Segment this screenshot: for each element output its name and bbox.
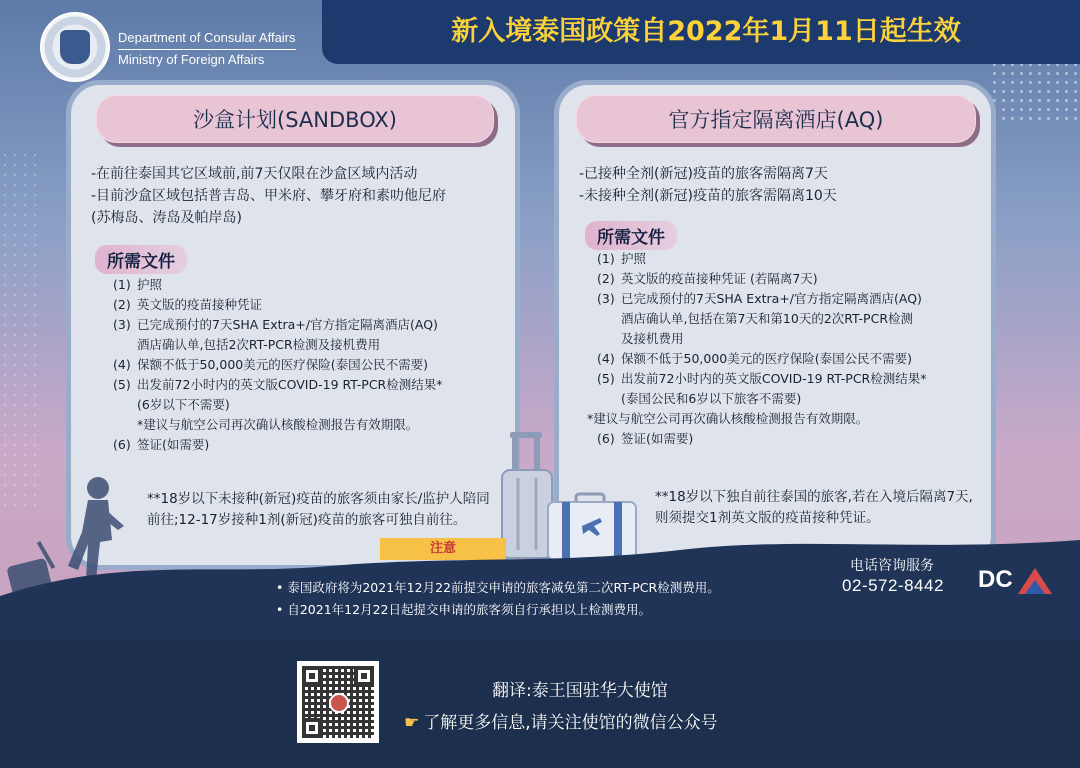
- list-item: [113, 335, 513, 355]
- intro-line: -在前往泰国其它区域前,前7天仅限在沙盒区域内活动: [91, 166, 418, 182]
- follow-wechat-text: [404, 708, 718, 733]
- minor-travel-note: **18岁以下未接种(新冠)疫苗的旅客须由家长/监护人陪同前往;12-17岁接种1剂(新冠)疫苗的旅客可独自前往。: [147, 491, 490, 528]
- ministry-seal-logo: [40, 12, 110, 82]
- sandbox-intro: [91, 163, 446, 229]
- aq-heading-text: 官方指定隔离酒店(AQ): [668, 108, 884, 132]
- list-item: [113, 295, 513, 315]
- intro-line: -目前沙盒区域包括普吉岛、甲米府、攀牙府和素叻他尼府: [91, 188, 447, 204]
- footer-band: [0, 640, 1080, 768]
- item-text: 保额不低于50,000美元的医疗保险(泰国公民不需要): [621, 351, 912, 366]
- decor-dots: [990, 60, 1080, 120]
- item-num: (4): [597, 351, 615, 366]
- item-text: 已完成预付的7天SHA Extra+/官方指定隔离酒店(AQ): [621, 291, 922, 306]
- intro-line: -未接种全剂(新冠)疫苗的旅客需隔离10天: [579, 188, 837, 204]
- airline-note: *建议与航空公司再次确认核酸检测报告有效期限。: [587, 411, 869, 426]
- list-item: [597, 389, 991, 409]
- list-item: [597, 369, 991, 389]
- item-text: 英文版的疫苗接种凭证: [137, 297, 263, 312]
- item-text: 出发前72小时内的英文版COVID-19 RT-PCR检测结果*: [137, 377, 443, 392]
- sandbox-heading: [96, 95, 494, 143]
- item-text: 酒店确认单,包括在第7天和第10天的2次RT-PCR检测: [621, 311, 914, 326]
- title-bar: [322, 0, 1080, 64]
- translation-credit: 翻译:泰王国驻华大使馆: [492, 681, 668, 701]
- dc-logo-text: DC: [978, 566, 1013, 593]
- attention-label: 注意: [380, 538, 506, 560]
- item-num: [597, 309, 621, 329]
- list-item: [597, 249, 991, 269]
- item-num: (5): [113, 377, 131, 392]
- item-num: (1): [113, 277, 131, 292]
- decor-dots-left: [0, 150, 40, 510]
- item-text: 出发前72小时内的英文版COVID-19 RT-PCR检测结果*: [621, 371, 927, 386]
- item-num: (2): [597, 271, 615, 286]
- item-num: (4): [113, 357, 131, 372]
- list-item: [597, 429, 991, 449]
- item-text: 护照: [621, 251, 647, 266]
- list-item: [113, 395, 513, 415]
- item-text: 英文版的疫苗接种凭证 (若隔离7天): [621, 271, 818, 286]
- item-text: 酒店确认单,包括2次RT-PCR检测及接机费用: [137, 337, 381, 352]
- hotline-label: 电话咨询服务: [850, 558, 934, 574]
- list-item: [113, 375, 513, 395]
- dept-line1: Department of Consular Affairs: [118, 28, 296, 50]
- item-num: (5): [597, 371, 615, 386]
- aq-intro: [579, 163, 837, 207]
- list-item: [597, 289, 991, 309]
- qr-pattern: [302, 666, 374, 738]
- list-item: [113, 435, 513, 455]
- intro-line: -已接种全剂(新冠)疫苗的旅客需隔离7天: [579, 166, 828, 182]
- item-text: 及接机费用: [621, 331, 684, 346]
- sandbox-heading-text: 沙盒计划(SANDBOX): [193, 108, 397, 132]
- aq-heading: [576, 95, 976, 143]
- notice-line: • 泰国政府将为2021年12月22前提交申请的旅客减免第二次RT-PCR检测费用。: [276, 580, 720, 595]
- item-text: 签证(如需要): [621, 431, 694, 446]
- required-docs-title: 所需文件: [585, 221, 677, 250]
- hotline-number: 02-572-8442: [842, 576, 944, 595]
- department-name: [118, 28, 296, 69]
- dc-logo-icon-inner: [1025, 580, 1045, 594]
- intro-line: (苏梅岛、涛岛及帕岸岛): [91, 210, 242, 226]
- page-title: 新入境泰国政策自2022年1月11日起生效: [451, 16, 961, 47]
- qr-emblem-icon: [329, 693, 349, 713]
- required-docs-list: [113, 275, 513, 455]
- required-docs-title: 所需文件: [95, 245, 187, 274]
- item-num: [113, 335, 137, 355]
- item-text: (6岁以下不需要): [137, 397, 230, 412]
- list-item: [113, 275, 513, 295]
- item-text: 签证(如需要): [137, 437, 210, 452]
- item-num: (6): [597, 431, 615, 446]
- list-item: [597, 349, 991, 369]
- list-item: [597, 309, 991, 329]
- item-text: 已完成预付的7天SHA Extra+/官方指定隔离酒店(AQ): [137, 317, 438, 332]
- item-text: 保额不低于50,000美元的医疗保险(泰国公民不需要): [137, 357, 428, 372]
- pointing-hand-icon: ☛: [404, 713, 420, 733]
- list-item: [597, 269, 991, 289]
- wechat-qr-code: [297, 661, 379, 743]
- list-item: [597, 329, 991, 349]
- airline-note: *建议与航空公司再次确认核酸检测报告有效期限。: [137, 417, 419, 432]
- minor-travel-note: **18岁以下独自前往泰国的旅客,若在入境后隔离7天,则须提交1剂英文版的疫苗接种凭证。: [655, 489, 973, 526]
- item-text: (泰国公民和6岁以下旅客不需要): [621, 391, 802, 406]
- required-docs-list: [587, 249, 991, 449]
- item-num: (2): [113, 297, 131, 312]
- follow-text: 了解更多信息,请关注使馆的微信公众号: [423, 713, 718, 733]
- item-text: 护照: [137, 277, 163, 292]
- item-num: [113, 395, 137, 415]
- item-num: (1): [597, 251, 615, 266]
- item-num: [597, 329, 621, 349]
- notice-line: • 自2021年12月22日起提交申请的旅客须自行承担以上检测费用。: [276, 602, 651, 617]
- list-item: [113, 315, 513, 335]
- item-num: (3): [597, 291, 615, 306]
- list-item: [113, 355, 513, 375]
- item-num: (6): [113, 437, 131, 452]
- item-num: [597, 389, 621, 409]
- dept-line2: Ministry of Foreign Affairs: [118, 52, 265, 67]
- item-num: (3): [113, 317, 131, 332]
